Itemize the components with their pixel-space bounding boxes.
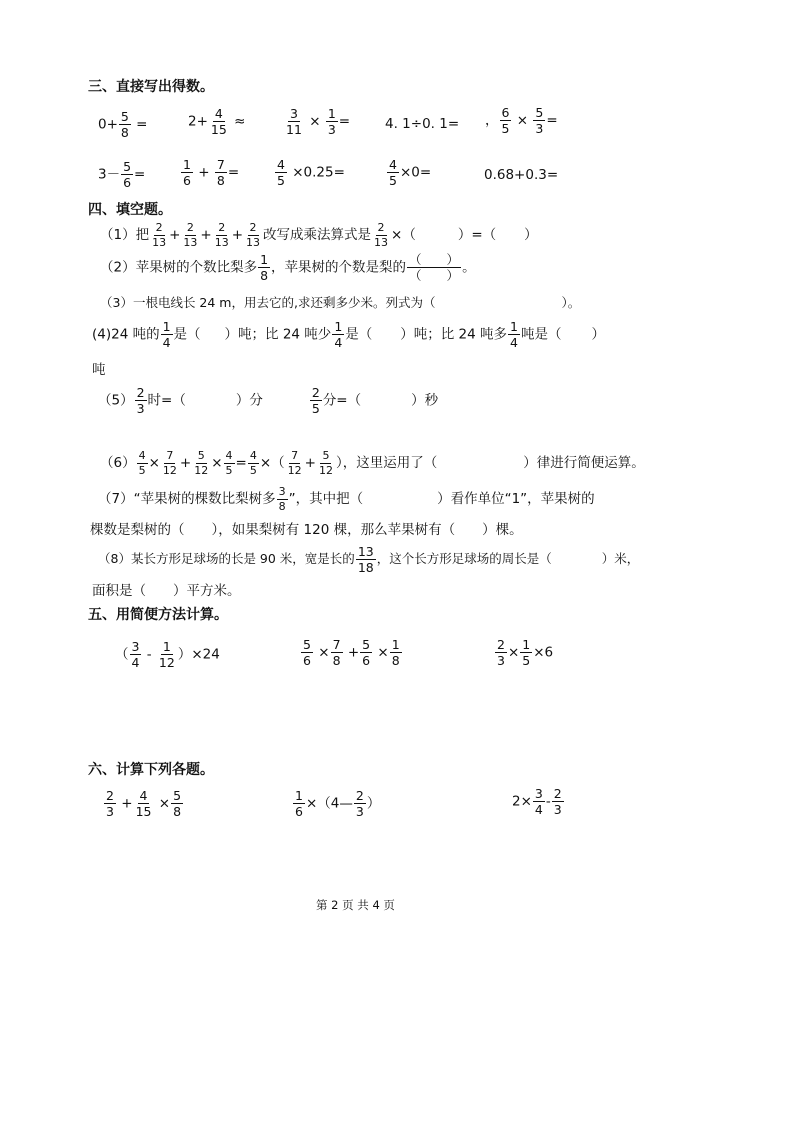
fraction: $\frac{4}{5}$ (277, 157, 285, 189)
q-text: （3）一根电线长 24 m，用去它的,求还剩多少米。列式为（ (100, 295, 436, 310)
fraction: $\frac{2}{13}$ (152, 221, 167, 249)
fraction: $\frac{4}{5}$ (389, 157, 397, 189)
q-text: (4)24 吨的 (92, 326, 160, 343)
s4-question-1 (100, 222, 538, 248)
s6-expr-3 (512, 787, 565, 816)
expr-text: ×0= (399, 164, 432, 181)
q-text: ）吨；比 24 吨多 (400, 326, 508, 343)
fraction: $\frac{4}{5}$ (249, 449, 257, 477)
q-text: （8）某长方形足球场的长是 90 米，宽是长的 (98, 551, 355, 567)
fraction: $\frac{4}{5}$ (138, 449, 146, 477)
fraction: $\frac{3}{4}$ (534, 786, 543, 818)
fraction: $\frac{2}{3}$ (497, 637, 505, 669)
s4-question-2 (100, 253, 476, 282)
fraction: $\frac{1}{3}$ (327, 106, 336, 138)
fraction: $\frac{5}{12}$ (194, 449, 209, 477)
s4-question-7 (98, 486, 595, 512)
expr-text: ×（4— (305, 795, 353, 812)
q-text: ）=（ (457, 227, 497, 244)
q-text: 吨是（ (520, 326, 562, 343)
s3-item-r2c2 (180, 158, 239, 187)
fraction: $\frac{1}{8}$ (260, 252, 269, 284)
q-text: ），这里运用了（ (335, 455, 438, 472)
s4-question-8 (98, 545, 639, 574)
s4-question-5 (98, 386, 438, 415)
operator: + (304, 455, 316, 472)
fraction: $\frac{3}{8}$ (278, 485, 286, 513)
fraction: $\frac{1}{6}$ (183, 157, 191, 189)
fraction: $\frac{1}{4}$ (162, 319, 171, 351)
q-text: 是（ (173, 326, 201, 343)
fraction: $\frac{7}{8}$ (216, 157, 225, 189)
operator: + (169, 227, 181, 244)
fraction: $\frac{4}{5}$ (225, 449, 233, 477)
operator: + (179, 455, 192, 472)
expr-text: 2× (512, 793, 532, 810)
operator: × (211, 455, 223, 472)
operator: = (235, 455, 247, 472)
fraction: $\frac{2}{3}$ (136, 385, 145, 417)
operator: × (158, 795, 171, 812)
q-text: ）吨；比 24 吨少 (224, 326, 332, 343)
s4-question-8-cont: 面积是（ ）平方米。 (92, 583, 241, 599)
fraction: $\frac{5}{12}$ (318, 449, 333, 477)
expr-text: ， (485, 112, 499, 129)
fraction: $\frac{5}{8}$ (120, 109, 129, 141)
q-text: ） (524, 227, 538, 244)
fraction: $\frac{1}{5}$ (522, 637, 531, 669)
q-text: ，这个长方形足球场的周长是（ (376, 551, 552, 567)
fraction: $\frac{2}{13}$ (214, 221, 229, 249)
q-text: （5） (98, 392, 134, 409)
q-text: （1）把 (100, 227, 150, 244)
expr-text: = (134, 166, 146, 183)
q-text: ×（ (391, 227, 416, 244)
operator: ×（ (259, 455, 285, 472)
q-text: （7）“苹果树的棵数比梨树多 (98, 491, 276, 508)
section-5-title: 五、用简便方法计算。 (88, 607, 228, 623)
s4-question-4 (92, 320, 605, 349)
q-text: ）秒 (411, 392, 439, 409)
fraction: $\frac{2}{13}$ (374, 221, 389, 249)
fraction: $\frac{5}{8}$ (173, 788, 182, 820)
fraction: $\frac{1}{12}$ (158, 639, 175, 671)
s3-item-r1c1 (98, 110, 147, 139)
fraction: $\frac{4}{15}$ (135, 788, 152, 820)
s4-question-4-cont: 吨 (92, 362, 106, 378)
operator: - (142, 646, 156, 663)
page-footer: 第 2 页 共 4 页 (316, 898, 395, 912)
section-3-title: 三、直接写出得数。 (88, 79, 214, 95)
operator: + (121, 795, 133, 812)
expr-text: ）×24 (177, 646, 220, 663)
expr-text: = (131, 116, 148, 133)
fraction: $\frac{5}{6}$ (123, 159, 132, 191)
fraction: $\frac{3}{4}$ (131, 639, 140, 671)
fraction: $\frac{4}{15}$ (210, 106, 227, 138)
s6-expr-1 (103, 789, 184, 818)
section-4-title: 四、填空题。 (88, 202, 172, 218)
s6-expr-2 (292, 789, 380, 818)
q-text: ） (591, 326, 605, 343)
fraction: $\frac{5}{6}$ (303, 637, 311, 669)
fraction: $\frac{7}{12}$ (287, 449, 302, 477)
q-text: ）看作单位“1”，苹果树的 (437, 491, 595, 508)
expr-text: = (227, 164, 240, 181)
q-text: ”，其中把（ (288, 491, 364, 508)
fraction: $\frac{13}{18}$ (357, 544, 374, 576)
q-text: （6） (100, 455, 136, 472)
fraction: $\frac{7}{12}$ (162, 449, 177, 477)
expr-text: ） (366, 795, 381, 812)
s3-item-r1c4: 4. 1÷0. 1= (385, 116, 460, 132)
expr-text: ≈ (229, 113, 246, 130)
s5-expr-1 (115, 640, 220, 669)
s4-question-6 (100, 450, 645, 476)
answer-fraction-blank[interactable]: $\frac{( )}{( )}$ (409, 252, 460, 284)
fraction: $\frac{2}{3}$ (355, 788, 364, 820)
fraction: $\frac{6}{5}$ (501, 105, 510, 137)
s3-item-r2c3 (274, 158, 345, 187)
fraction: $\frac{1}{8}$ (391, 637, 400, 669)
fraction: $\frac{2}{5}$ (311, 385, 320, 417)
q-text: 分=（ (322, 392, 362, 409)
s5-expr-2 (300, 638, 403, 667)
operator: + (200, 227, 212, 244)
expr-text: （ (115, 646, 129, 663)
s3-item-r1c5 (485, 106, 558, 135)
fraction: $\frac{3}{11}$ (286, 106, 302, 138)
s3-item-r1c2 (188, 107, 245, 136)
operator: + (231, 227, 244, 244)
fraction: $\frac{5}{3}$ (535, 105, 544, 137)
operator: × (318, 644, 330, 661)
fraction: $\frac{5}{6}$ (362, 637, 371, 669)
expr-text: 3－ (98, 166, 121, 183)
s3-item-r1c3 (283, 107, 350, 136)
expr-text: = (546, 112, 558, 129)
fraction: $\frac{1}{6}$ (295, 788, 303, 820)
s3-item-r2c5: 0.68+0.3= (484, 167, 559, 183)
expr-text: ×6 (533, 644, 554, 661)
operator: × (377, 644, 389, 661)
operator: - (545, 793, 551, 810)
fraction: $\frac{7}{8}$ (332, 637, 341, 669)
fraction: $\frac{2}{3}$ (106, 788, 114, 820)
fraction: $\frac{1}{4}$ (510, 319, 518, 351)
q-text: ）米， (601, 551, 640, 567)
expr-text: 0+ (98, 116, 118, 133)
q-text: ）律进行简便运算。 (523, 455, 645, 472)
q-text: ，苹果树的个数是梨的 (271, 259, 407, 276)
s5-expr-3 (494, 638, 553, 667)
fraction: $\frac{1}{4}$ (334, 319, 343, 351)
operator: × (507, 644, 520, 661)
section-6-title: 六、计算下列各题。 (88, 762, 214, 778)
q-text: 。 (462, 259, 476, 276)
operator: + (198, 164, 210, 181)
fraction: $\frac{2}{3}$ (553, 786, 562, 818)
operator: × (309, 113, 321, 130)
q-text: 是（ (345, 326, 373, 343)
fraction: $\frac{2}{13}$ (246, 221, 261, 249)
expr-text: ×0.25= (287, 164, 345, 181)
operator: × (148, 455, 160, 472)
s4-question-3 (100, 297, 580, 310)
operator: + (347, 644, 360, 661)
expr-text: = (338, 113, 351, 130)
s3-item-r2c4 (386, 158, 431, 187)
operator: × (516, 112, 529, 129)
q-text: 时=（ (147, 392, 186, 409)
s4-question-7-cont: 棵数是梨树的（ ），如果梨树有 120 棵，那么苹果树有（ ）棵。 (90, 522, 523, 538)
expr-text: 2+ (188, 113, 208, 130)
fraction: $\frac{2}{13}$ (183, 221, 198, 249)
q-text: 改写成乘法算式是 (263, 227, 372, 244)
q-text: ）。 (561, 295, 581, 310)
q-text: （2）苹果树的个数比梨多 (100, 259, 258, 276)
q-text: ）分 (235, 392, 263, 409)
s3-item-r2c1 (98, 160, 145, 189)
